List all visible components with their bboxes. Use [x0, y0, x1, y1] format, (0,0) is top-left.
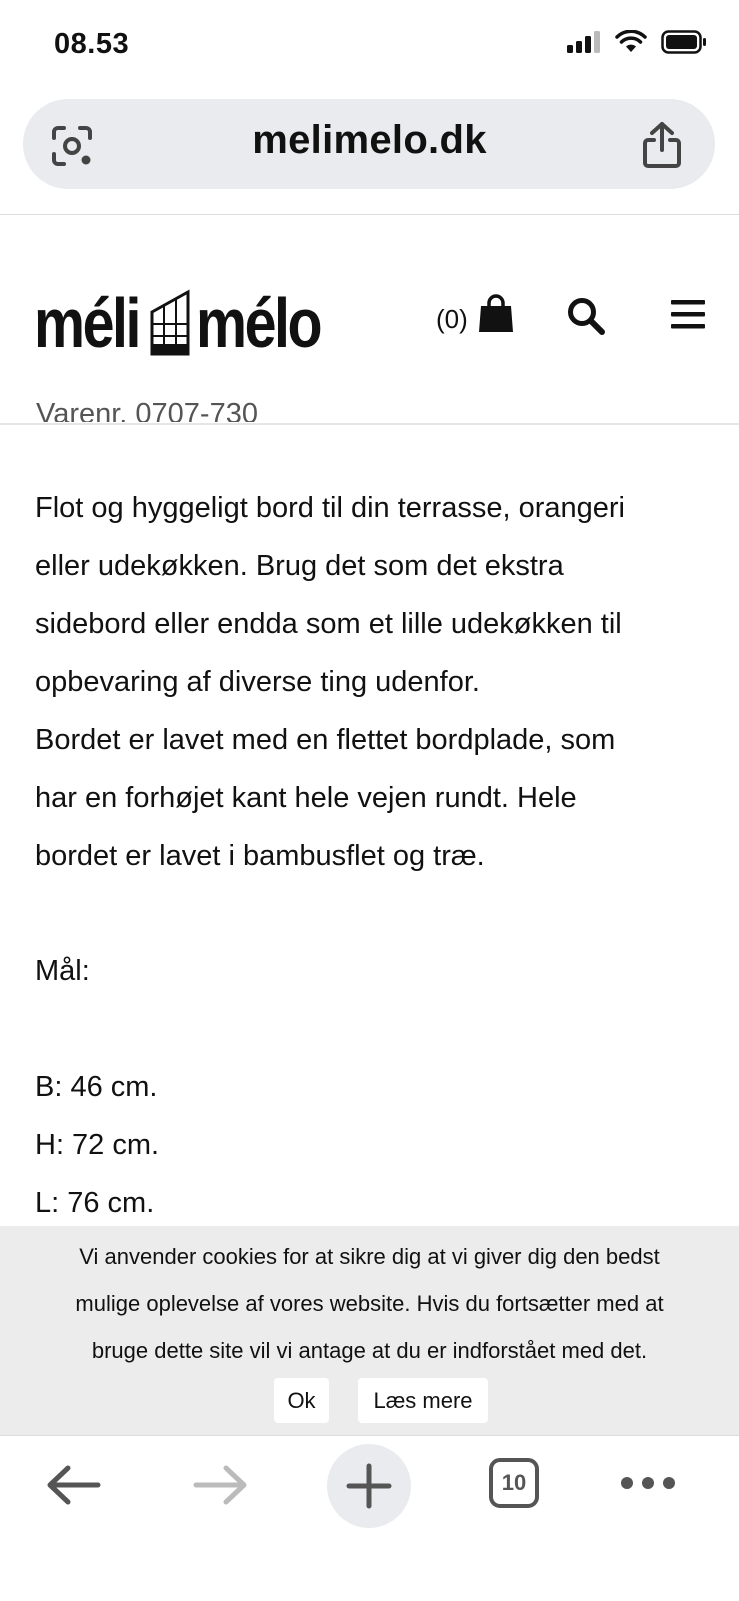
cart-count[interactable]: (0) — [436, 304, 468, 334]
new-tab-button[interactable] — [327, 1444, 411, 1528]
greenhouse-logo-icon — [150, 288, 194, 356]
measures-list — [35, 1058, 725, 1232]
description-line: opbevaring af diverse ting udenfor. — [35, 666, 480, 698]
wifi-icon — [615, 30, 647, 54]
url-text[interactable]: melimelo.dk — [252, 118, 487, 162]
measure-length: L: 76 cm. — [35, 1187, 155, 1219]
battery-icon — [661, 30, 707, 54]
description-line: Flot og hyggeligt bord til din terrasse, orangeri — [35, 492, 625, 524]
status-time: 08.53 — [54, 28, 130, 60]
site-logo[interactable] — [34, 284, 347, 362]
search-icon[interactable] — [566, 296, 606, 341]
header-divider — [0, 423, 739, 425]
measure-width: B: 46 cm. — [35, 1071, 158, 1103]
cookie-text — [0, 1233, 739, 1374]
logo-text-left: méli — [34, 284, 140, 362]
status-icons — [567, 30, 707, 54]
measure-height: H: 72 cm. — [35, 1129, 160, 1161]
share-icon[interactable] — [640, 120, 684, 175]
cookie-text-line: Vi anvender cookies for at sikre dig at vi giver dig den bedst — [79, 1244, 660, 1269]
description-line: har en forhøjet kant hele vejen rundt. Hele — [35, 782, 577, 814]
plus-icon — [327, 1444, 411, 1528]
cookie-ok-button[interactable]: Ok — [274, 1378, 329, 1423]
more-icon[interactable] — [620, 1476, 676, 1495]
product-number-partial: Varenr. 0707-730 — [36, 398, 258, 422]
description-line: eller udekøkken. Brug det som det ekstra — [35, 550, 564, 582]
hamburger-menu-icon[interactable] — [671, 298, 705, 335]
product-description — [35, 479, 725, 885]
back-arrow-icon[interactable] — [44, 1460, 102, 1515]
divider — [0, 214, 739, 215]
measure-title: Mål: — [35, 955, 90, 987]
description-line: Bordet er lavet med en flettet bordplade, som — [35, 724, 616, 756]
cookie-read-more-button[interactable]: Læs mere — [358, 1378, 488, 1423]
forward-arrow-icon[interactable] — [192, 1460, 250, 1515]
tab-switcher-button[interactable]: 10 — [489, 1458, 539, 1508]
cookie-text-line: bruge dette site vil vi antage at du er indforstået med det. — [91, 1338, 648, 1363]
cookie-text-line: mulige oplevelse af vores website. Hvis du fortsætter med at — [75, 1291, 664, 1316]
signal-icon — [567, 31, 601, 53]
shopping-bag-icon[interactable] — [478, 294, 514, 339]
logo-text-right: mélo — [196, 284, 321, 362]
description-line: bordet er lavet i bambusflet og træ. — [35, 840, 485, 872]
description-line: sidebord eller endda som et lille udekøkken til — [35, 608, 622, 640]
